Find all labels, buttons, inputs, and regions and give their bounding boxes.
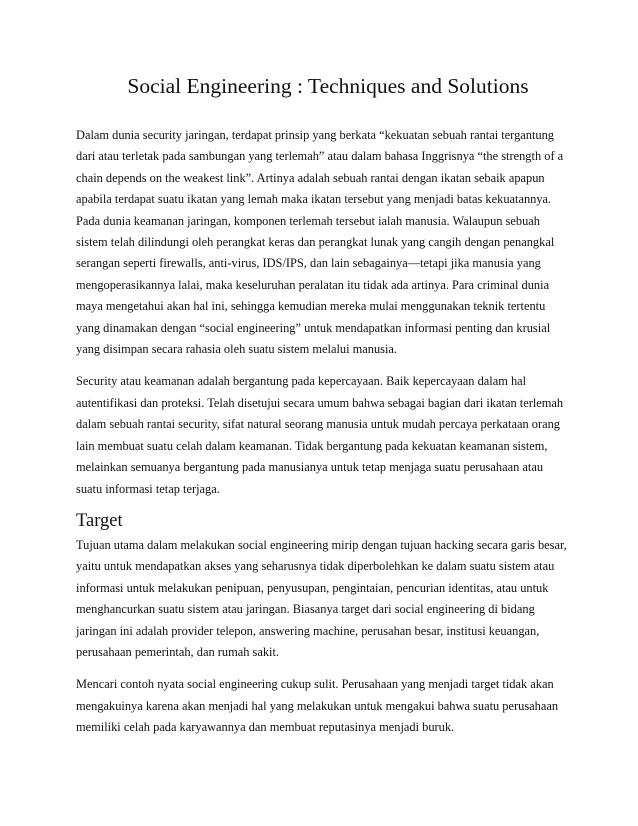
paragraph-intro-2: Security atau keamanan adalah bergantung pada kepercayaan. Baik kepercayaan dalam hal autentifikasi dan proteksi. Telah disetujui secara umum bahwa sebagai bagian dari ikatan terlemah dalam sebuah rantai security, sifat natural seorang manusia untuk mudah percaya perkataan orang lain membuat suatu celah dalam keamanan. Tidak bergantung pada kekuatan keamanan sistem, melainkan semuanya bergantung pada manusianya untuk tetap menjaga suatu perusahaan atau suatu informasi tetap terjaga. [76,374,564,496]
section-heading-target: Target [76,510,123,531]
paragraph-target-1: Tujuan utama dalam melakukan social engineering mirip dengan tujuan hacking secara garis besar, yaitu untuk mendapatkan akses yang seharusnya tidak diperbolehkan ke dalam suatu sistem atau informasi untuk melakukan penipuan, penyusupan, pengintaian, pencurian identitas, atau untuk menghancurkan suatu sistem atau jaringan. Biasanya target dari social engineering di bidang jaringan ini adalah provider telepon, answering machine, perusahan besar, institusi keuangan, perusahaan pemerintah, dan rumah sakit. [76,537,567,659]
document-title: Social Engineering : Techniques and Solutions [127,74,529,98]
paragraph-target-2: Mencari contoh nyata social engineering cukup sulit. Perusahaan yang menjadi target tidak akan mengakuinya karena akan menjadi hal yang melakukan untuk mengakui bahwa suatu perusahaan memiliki celah pada karyawannya dan membuat reputasinya menjadi buruk. [76,677,559,735]
paragraph-intro-1: Dalam dunia security jaringan, terdapat prinsip yang berkata “kekuatan sebuah rantai tergantung dari atau terletak pada sambungan yang terlemah” atau dalam bahasa Inggrisnya “the strength of a chain depends on the weakest link”. Artinya adalah sebuah rantai dengan ikatan sebaik apapun apabila terdapat suatu ikatan yang lemah maka ikatan tersebut yang menjadi batas kekuatannya. Pada dunia keamanan jaringan, komponen terlemah tersebut ialah manusia. Walaupun sebuah sistem telah dilindungi oleh perangkat keras dan perangkat lunak yang cangih dengan penangkal serangan seperti firewalls, anti-virus, IDS/IPS, dan lain sebagainya—tetapi jika manusia yang mengoperasikannya lalai, maka keseluruhan peralatan itu tidak ada artinya. Para criminal dunia maya mengetahui akan hal ini, sehingga kemudian mereka mulai menggunakan teknik tertentu yang dinamakan dengan “social engineering” untuk mendapatkan informasi penting dan krusial yang disimpan secara rahasia oleh suatu sistem melalui manusia. [76,128,564,357]
